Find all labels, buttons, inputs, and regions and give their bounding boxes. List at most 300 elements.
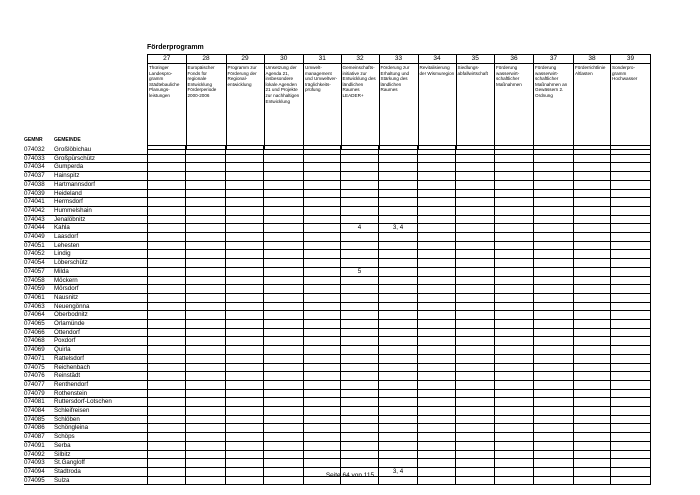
program-value-cell xyxy=(264,441,304,450)
program-value-cell xyxy=(264,346,304,355)
table-row xyxy=(24,311,650,320)
program-value-cell xyxy=(456,241,495,250)
program-value-cell xyxy=(341,372,379,381)
program-value-cell xyxy=(303,441,341,450)
program-value-cell xyxy=(147,415,186,424)
program-value-cell xyxy=(303,215,341,224)
program-value-cell xyxy=(456,337,495,346)
program-value-cell xyxy=(418,206,456,215)
program-value-cell xyxy=(264,433,304,442)
table-row xyxy=(24,424,650,433)
program-value-cell xyxy=(147,424,186,433)
program-value-cell xyxy=(573,259,610,268)
program-value-cell xyxy=(186,293,226,302)
program-value-cell xyxy=(379,206,418,215)
program-value-cell xyxy=(341,380,379,389)
program-value-cell xyxy=(147,163,186,172)
page-footer: Seite 64 von 115 xyxy=(325,472,375,479)
program-number: 38 xyxy=(574,55,611,64)
gemeinde-cell: Milda xyxy=(54,267,147,276)
program-value-cell xyxy=(379,285,418,294)
program-value-cell xyxy=(533,250,573,259)
program-number: 32 xyxy=(341,55,379,64)
program-value-cell xyxy=(226,146,264,155)
program-value-cell xyxy=(533,389,573,398)
program-value-cell xyxy=(610,354,650,363)
program-value-cell xyxy=(147,311,186,320)
program-description: Revitalisierung der Wismuregion xyxy=(418,64,456,150)
program-value-cell xyxy=(186,163,226,172)
program-value-cell xyxy=(147,180,186,189)
program-value-cell xyxy=(147,285,186,294)
program-value-cell xyxy=(226,398,264,407)
program-value-cell xyxy=(303,172,341,181)
gemnr-cell: 074038 xyxy=(24,180,54,189)
program-value-cell xyxy=(418,285,456,294)
program-value-cell xyxy=(226,180,264,189)
program-value-cell xyxy=(418,407,456,416)
gemnr-cell: 074042 xyxy=(24,206,54,215)
gemnr-cell: 074093 xyxy=(24,459,54,468)
gemeinde-cell: Serba xyxy=(54,441,147,450)
program-value-cell xyxy=(186,198,226,207)
program-value-cell xyxy=(494,380,533,389)
program-value-cell xyxy=(264,285,304,294)
program-value-cell xyxy=(379,354,418,363)
program-value-cell xyxy=(456,320,495,329)
program-value-cell xyxy=(418,450,456,459)
gemeinde-cell: St.Gangloff xyxy=(54,459,147,468)
table-row xyxy=(24,206,650,215)
gemeinde-cell: Großlöbichau xyxy=(54,146,147,155)
program-value-cell xyxy=(573,380,610,389)
gemeinde-cell: Kahla xyxy=(54,224,147,233)
program-number: 31 xyxy=(304,55,342,64)
program-value-cell xyxy=(610,146,650,155)
program-value-cell xyxy=(456,189,495,198)
program-value-cell xyxy=(341,441,379,450)
program-value-cell xyxy=(456,433,495,442)
program-value-cell xyxy=(147,154,186,163)
gemnr-cell: 074037 xyxy=(24,172,54,181)
program-value-cell xyxy=(303,389,341,398)
program-value-cell xyxy=(610,198,650,207)
gemnr-cell: 074075 xyxy=(24,363,54,372)
program-value-cell xyxy=(186,224,226,233)
program-value-cell xyxy=(418,346,456,355)
program-value-cell xyxy=(186,407,226,416)
program-value-cell xyxy=(573,215,610,224)
program-value-cell xyxy=(226,320,264,329)
gemnr-cell: 074065 xyxy=(24,320,54,329)
program-value-cell xyxy=(303,380,341,389)
program-value-cell xyxy=(379,450,418,459)
program-value-cell xyxy=(494,415,533,424)
program-value-cell xyxy=(147,433,186,442)
table-row xyxy=(24,163,650,172)
program-description: Förderung wasserwirt-schaftlicher Maßnahmen xyxy=(495,64,534,150)
table-row xyxy=(24,346,650,355)
gemeinde-cell: Hartmannsdorf xyxy=(54,180,147,189)
program-value-cell xyxy=(303,233,341,242)
program-value-cell xyxy=(494,354,533,363)
program-value-cell xyxy=(147,389,186,398)
program-description: Siedlungs-abfallwirtschaft xyxy=(456,64,495,150)
program-value-cell xyxy=(494,337,533,346)
program-value-cell xyxy=(341,433,379,442)
program-value-cell xyxy=(494,311,533,320)
program-value-cell xyxy=(610,459,650,468)
program-value-cell xyxy=(418,172,456,181)
program-description: Sonderpro-gramm Hochwasser xyxy=(611,64,651,150)
program-value-cell xyxy=(186,180,226,189)
program-value-cell xyxy=(573,224,610,233)
table-row xyxy=(24,172,650,181)
program-value-cell xyxy=(494,407,533,416)
program-value-cell xyxy=(418,224,456,233)
gemnr-cell: 074057 xyxy=(24,267,54,276)
gemnr-cell: 074091 xyxy=(24,441,54,450)
gemnr-cell: 074043 xyxy=(24,215,54,224)
program-value-cell xyxy=(226,233,264,242)
table-row xyxy=(24,450,650,459)
program-description: Gemeinschafts-initiative zur Entwicklung des ländlichen Raumes LEADER+ xyxy=(341,64,379,150)
program-value-cell xyxy=(379,337,418,346)
program-value-cell xyxy=(264,398,304,407)
program-value-cell xyxy=(303,337,341,346)
table-row xyxy=(24,415,650,424)
table-row xyxy=(24,389,650,398)
program-value-cell xyxy=(456,285,495,294)
program-value-cell xyxy=(264,215,304,224)
program-value-cell xyxy=(533,450,573,459)
program-value-cell xyxy=(533,459,573,468)
program-value-cell xyxy=(226,198,264,207)
program-description: Förderung zur Erhaltung und Stärkung des ländlichen Raumes xyxy=(379,64,418,150)
program-value-cell xyxy=(303,311,341,320)
program-value-cell xyxy=(456,424,495,433)
program-value-cell xyxy=(456,206,495,215)
program-value-cell xyxy=(264,224,304,233)
program-value-cell xyxy=(494,450,533,459)
gemeinde-cell: Schöngleina xyxy=(54,424,147,433)
program-value-cell xyxy=(226,346,264,355)
program-value-cell xyxy=(533,328,573,337)
program-value-cell xyxy=(456,172,495,181)
program-value-cell xyxy=(147,363,186,372)
program-value-cell xyxy=(379,363,418,372)
program-value-cell xyxy=(533,372,573,381)
program-value-cell xyxy=(610,320,650,329)
program-value-cell xyxy=(379,198,418,207)
gemnr-cell: 074095 xyxy=(24,476,54,485)
gemnr-cell: 074051 xyxy=(24,241,54,250)
gemeinde-cell: Ruttersdorf-Lotschen xyxy=(54,398,147,407)
program-value-cell xyxy=(341,424,379,433)
gemeinde-cell: Lindig xyxy=(54,250,147,259)
table-row xyxy=(24,363,650,372)
gemnr-cell: 074044 xyxy=(24,224,54,233)
program-value-cell xyxy=(147,250,186,259)
gemnr-cell: 074049 xyxy=(24,233,54,242)
gemeinde-cell: Rattelsdorf xyxy=(54,354,147,363)
program-value-cell xyxy=(610,163,650,172)
program-value-cell xyxy=(341,337,379,346)
program-value-cell xyxy=(264,172,304,181)
program-value-cell xyxy=(573,198,610,207)
gemeinde-cell: Hermsdorf xyxy=(54,198,147,207)
program-value-cell xyxy=(573,293,610,302)
program-value-cell xyxy=(303,198,341,207)
table-row xyxy=(24,328,650,337)
program-value-cell xyxy=(456,441,495,450)
program-value-cell xyxy=(573,424,610,433)
program-value-cell xyxy=(610,407,650,416)
table-row xyxy=(24,250,650,259)
gemnr-cell: 074087 xyxy=(24,433,54,442)
program-value-cell xyxy=(147,233,186,242)
program-value-cell xyxy=(226,285,264,294)
program-value-cell xyxy=(418,372,456,381)
program-value-cell xyxy=(379,215,418,224)
program-value-cell xyxy=(303,424,341,433)
program-value-cell xyxy=(573,206,610,215)
program-value-cell xyxy=(303,267,341,276)
program-value-cell xyxy=(186,320,226,329)
program-value-cell xyxy=(533,441,573,450)
gemnr-cell: 074064 xyxy=(24,311,54,320)
gemeinde-cell: Poxdorf xyxy=(54,337,147,346)
program-value-cell xyxy=(226,363,264,372)
program-value-cell xyxy=(418,328,456,337)
program-value-cell xyxy=(379,276,418,285)
program-value-cell xyxy=(573,389,610,398)
gemeinde-cell: Großpürschütz xyxy=(54,154,147,163)
program-value-cell xyxy=(341,328,379,337)
program-value-cell xyxy=(418,424,456,433)
program-value-cell xyxy=(147,407,186,416)
program-value-cell xyxy=(456,180,495,189)
gemeinde-cell: Schöps xyxy=(54,433,147,442)
program-value-cell xyxy=(573,407,610,416)
program-value-cell xyxy=(303,459,341,468)
program-value-cell xyxy=(226,337,264,346)
program-value-cell xyxy=(610,285,650,294)
program-value-cell xyxy=(610,154,650,163)
program-value-cell xyxy=(226,163,264,172)
program-value-cell xyxy=(610,433,650,442)
program-value-cell xyxy=(147,354,186,363)
program-number: 27 xyxy=(148,55,187,64)
program-value-cell xyxy=(226,276,264,285)
program-value-cell xyxy=(456,354,495,363)
program-value-cell xyxy=(186,450,226,459)
program-value-cell xyxy=(533,241,573,250)
table-row xyxy=(24,233,650,242)
program-description-row xyxy=(148,64,651,150)
program-value-cell xyxy=(533,163,573,172)
program-value-cell xyxy=(186,241,226,250)
program-value-cell xyxy=(494,433,533,442)
program-value-cell xyxy=(610,224,650,233)
program-value-cell xyxy=(147,380,186,389)
program-value-cell xyxy=(186,415,226,424)
program-value-cell xyxy=(456,328,495,337)
program-value-cell xyxy=(264,311,304,320)
program-value-cell xyxy=(494,241,533,250)
program-value-cell xyxy=(494,206,533,215)
gemnr-cell: 074068 xyxy=(24,337,54,346)
program-value-cell xyxy=(186,337,226,346)
program-value-cell xyxy=(456,250,495,259)
program-value-cell xyxy=(303,293,341,302)
program-value-cell xyxy=(610,415,650,424)
program-value-cell xyxy=(303,302,341,311)
program-value-cell xyxy=(186,206,226,215)
program-value-cell xyxy=(186,459,226,468)
table-row xyxy=(24,224,650,233)
program-value-cell xyxy=(533,415,573,424)
program-description: Umwelt-management und Umweltver-träglichkeits-prüfung xyxy=(304,64,342,150)
program-value-cell xyxy=(418,337,456,346)
program-number: 39 xyxy=(611,55,651,64)
program-value-cell xyxy=(573,320,610,329)
program-value-cell xyxy=(494,233,533,242)
program-value-cell xyxy=(147,398,186,407)
program-value-cell xyxy=(418,215,456,224)
table-row xyxy=(24,398,650,407)
program-number: 33 xyxy=(379,55,418,64)
program-value-cell xyxy=(303,433,341,442)
program-value-cell xyxy=(418,441,456,450)
program-value-cell xyxy=(456,302,495,311)
program-value-cell: 4 xyxy=(341,224,379,233)
program-value-cell xyxy=(147,441,186,450)
gemnr-cell: 074033 xyxy=(24,154,54,163)
gemnr-cell: 074079 xyxy=(24,389,54,398)
program-header-table xyxy=(147,54,651,150)
program-value-cell xyxy=(147,276,186,285)
program-value-cell xyxy=(494,259,533,268)
gemeinde-cell: Heideland xyxy=(54,189,147,198)
program-value-cell xyxy=(456,311,495,320)
table-row xyxy=(24,441,650,450)
gemeinde-cell: Hummelshain xyxy=(54,206,147,215)
program-value-cell xyxy=(147,337,186,346)
program-value-cell xyxy=(494,163,533,172)
program-value-cell xyxy=(494,424,533,433)
program-value-cell xyxy=(610,311,650,320)
gemnr-cell: 074084 xyxy=(24,407,54,416)
program-value-cell xyxy=(147,189,186,198)
program-value-cell xyxy=(418,198,456,207)
program-value-cell xyxy=(418,276,456,285)
program-value-cell xyxy=(610,398,650,407)
program-value-cell xyxy=(186,276,226,285)
program-value-cell xyxy=(610,189,650,198)
program-value-cell: 3, 4 xyxy=(379,224,418,233)
program-value-cell xyxy=(303,320,341,329)
program-value-cell xyxy=(494,189,533,198)
program-value-cell xyxy=(341,276,379,285)
program-value-cell xyxy=(147,241,186,250)
program-value-cell xyxy=(264,320,304,329)
program-value-cell xyxy=(418,363,456,372)
program-value-cell xyxy=(186,302,226,311)
program-value-cell xyxy=(610,441,650,450)
program-value-cell xyxy=(610,424,650,433)
program-value-cell xyxy=(341,154,379,163)
program-value-cell xyxy=(610,241,650,250)
table-row xyxy=(24,267,650,276)
program-value-cell xyxy=(226,241,264,250)
program-value-cell: 5 xyxy=(341,267,379,276)
program-value-cell xyxy=(186,354,226,363)
program-value-cell xyxy=(533,285,573,294)
program-value-cell xyxy=(494,146,533,155)
program-value-cell xyxy=(456,415,495,424)
table-row xyxy=(24,276,650,285)
program-value-cell xyxy=(264,180,304,189)
program-value-cell xyxy=(379,302,418,311)
program-value-cell xyxy=(341,450,379,459)
program-value-cell xyxy=(418,398,456,407)
program-value-cell xyxy=(573,354,610,363)
program-value-cell xyxy=(573,172,610,181)
program-value-cell xyxy=(533,398,573,407)
program-value-cell xyxy=(303,450,341,459)
program-value-cell xyxy=(186,189,226,198)
program-value-cell xyxy=(341,172,379,181)
program-value-cell xyxy=(341,259,379,268)
table-row xyxy=(24,354,650,363)
program-value-cell xyxy=(379,389,418,398)
program-value-cell xyxy=(418,146,456,155)
program-value-cell xyxy=(341,206,379,215)
program-description: Programm zur Förderung der Regional-entwicklung xyxy=(226,64,264,150)
program-value-cell xyxy=(456,372,495,381)
program-value-cell xyxy=(533,267,573,276)
program-value-cell xyxy=(533,354,573,363)
program-value-cell xyxy=(147,259,186,268)
program-value-cell xyxy=(226,433,264,442)
gemeinde-cell: Schlöben xyxy=(54,415,147,424)
program-value-cell xyxy=(379,346,418,355)
program-value-cell xyxy=(379,146,418,155)
program-value-cell xyxy=(341,363,379,372)
program-value-cell xyxy=(379,380,418,389)
gemeinde-cell: Schleifreisen xyxy=(54,407,147,416)
column-header-gemeinde: GEMEINDE xyxy=(54,137,81,143)
program-value-cell xyxy=(418,250,456,259)
program-value-cell xyxy=(341,407,379,416)
gemeinde-cell: Orlamünde xyxy=(54,320,147,329)
program-value-cell xyxy=(494,198,533,207)
gemnr-cell: 074034 xyxy=(24,163,54,172)
gemeinde-cell: Löberschütz xyxy=(54,259,147,268)
program-value-cell xyxy=(456,293,495,302)
program-value-cell xyxy=(494,328,533,337)
program-value-cell xyxy=(494,224,533,233)
table-row xyxy=(24,433,650,442)
program-value-cell xyxy=(226,293,264,302)
program-value-cell: 3, 4 xyxy=(379,468,418,477)
program-value-cell xyxy=(147,302,186,311)
program-value-cell xyxy=(379,250,418,259)
program-heading: Förderprogramm xyxy=(147,44,204,51)
gemeinde-cell: Ottendorf xyxy=(54,328,147,337)
program-value-cell xyxy=(147,450,186,459)
